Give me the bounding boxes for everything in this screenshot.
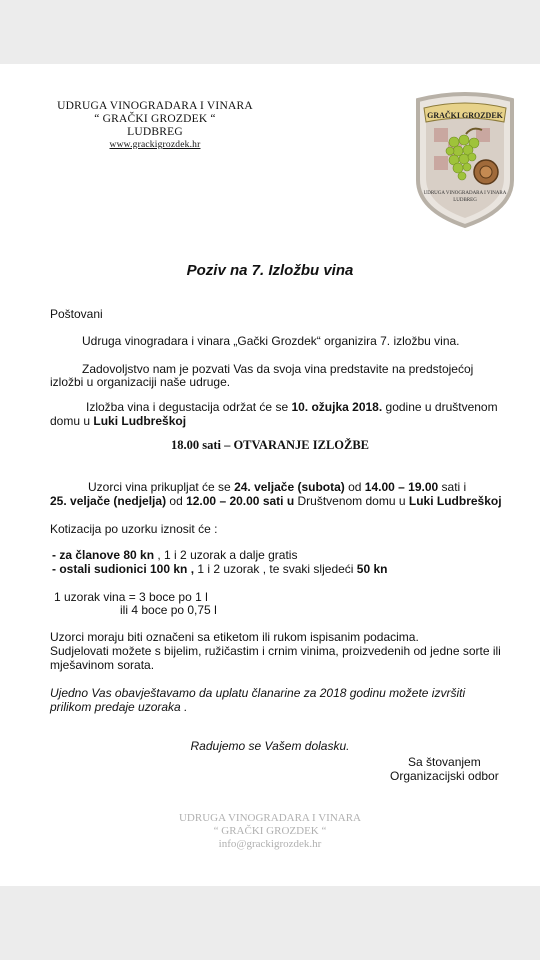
welcome-text: Radujemo se Vašem dolasku. — [190, 739, 350, 753]
p3-text-2: domu u — [50, 414, 94, 428]
paragraph-2-line-2: izložbi u organizaciji naše udruge. — [50, 375, 231, 389]
sample-size-1: 1 uzorak vina = 3 boce po 1 l — [54, 590, 208, 604]
letter-title: Poziv na 7. Izložbu vina — [186, 262, 354, 279]
samples-line-1 — [88, 480, 466, 495]
fee-others-price: - ostali sudionici 100 kn , — [52, 562, 195, 576]
paragraph-3-line-1 — [86, 400, 498, 415]
notice-line-2: prilikom predaje uzoraka . — [50, 700, 188, 714]
samples-text-mid-2: od — [166, 494, 187, 508]
samples-place: Luki Ludbreškoj — [408, 494, 502, 508]
fee-members — [52, 548, 297, 563]
fee-others — [52, 562, 387, 577]
logo-lower-town: LUDBREG — [453, 198, 477, 203]
p3-text-end: godine u društvenom — [382, 400, 498, 414]
footer-org-name: UDRUGA VINOGRADARA I VINARA — [178, 812, 362, 824]
fee-members-note: , 1 i 2 uzorak a dalje gratis — [154, 548, 298, 562]
org-logo — [410, 90, 520, 230]
sample-size-2: ili 4 boce po 0,75 l — [120, 603, 217, 617]
footer — [0, 812, 540, 851]
fee-others-extra-price: 50 kn — [356, 562, 388, 576]
org-quoted-name: “ GRAČKI GROZDEK “ — [94, 113, 216, 125]
logo-lower-text: UDRUGA VINOGRADARA I VINARA — [423, 191, 507, 196]
exhibition-place: Luki Ludbreškoj — [93, 414, 187, 428]
org-header — [50, 100, 260, 152]
org-name: UDRUGA VINOGRADARA I VINARA — [57, 100, 253, 112]
samples-time-1: 14.00 – 19.00 — [364, 480, 439, 494]
samples-line-2 — [50, 494, 502, 509]
samples-date-1: 24. veljače (subota) — [234, 480, 345, 494]
rules-line-2: Sudjelovati možete s bijelim, ružičastim i crnim vinima, proizvedenih od jedne sorte ili — [50, 644, 501, 658]
samples-text-mid: od — [344, 480, 365, 494]
notice-line-1: Ujedno Vas obavještavamo da uplatu članarine za 2018 godinu možete izvršiti — [50, 686, 466, 700]
samples-text: Uzorci vina prikupljat će se — [88, 480, 235, 494]
org-town: LUDBREG — [127, 126, 183, 138]
logo-shield-icon — [410, 90, 520, 230]
rules-line-1: Uzorci moraju biti označeni sa etiketom ili rukom ispisanim podacima. — [50, 630, 419, 644]
paragraph-2-line-1: Zadovoljstvo nam je pozvati Vas da svoja vina predstavite na predstojećoj — [82, 362, 474, 376]
exhibition-date: 10. ožujka 2018. — [291, 400, 383, 414]
rules-line-3: mješavinom sorata. — [50, 658, 155, 672]
samples-date-2: 25. veljače (nedjelja) — [50, 494, 167, 508]
samples-text-end: sati i — [438, 480, 467, 494]
greeting: Poštovani — [50, 307, 103, 321]
samples-text-2: Društvenom domu u — [294, 494, 409, 508]
fee-intro: Kotizacija po uzorku iznosit će : — [50, 522, 218, 536]
org-website-link[interactable]: www.grackigrozdek.hr — [109, 140, 201, 150]
barrel-icon — [474, 160, 498, 184]
opening-time: 18.00 sati – OTVARANJE IZLOŽBE — [170, 438, 370, 452]
paragraph-3-line-2 — [50, 414, 186, 429]
p3-text: Izložba vina i degustacija održat će se — [86, 400, 292, 414]
signature-line-2: Organizacijski odbor — [390, 769, 499, 783]
letter-page — [0, 64, 540, 886]
signature-line-1: Sa štovanjem — [408, 755, 481, 769]
fee-members-price: - za članove 80 kn — [52, 548, 155, 562]
footer-quoted-name: “ GRAČKI GROZDEK “ — [213, 825, 327, 837]
samples-time-2: 12.00 – 20.00 sati u — [186, 494, 295, 508]
fee-others-note: 1 i 2 uzorak , te svaki sljedeći — [194, 562, 357, 576]
logo-banner-text: GRAČKI GROZDEK — [427, 111, 503, 120]
footer-email: info@grackigrozdek.hr — [218, 838, 322, 850]
paragraph-1: Udruga vinogradara i vinara „Gački Grozdek“ organizira 7. izložbu vina. — [82, 334, 460, 348]
